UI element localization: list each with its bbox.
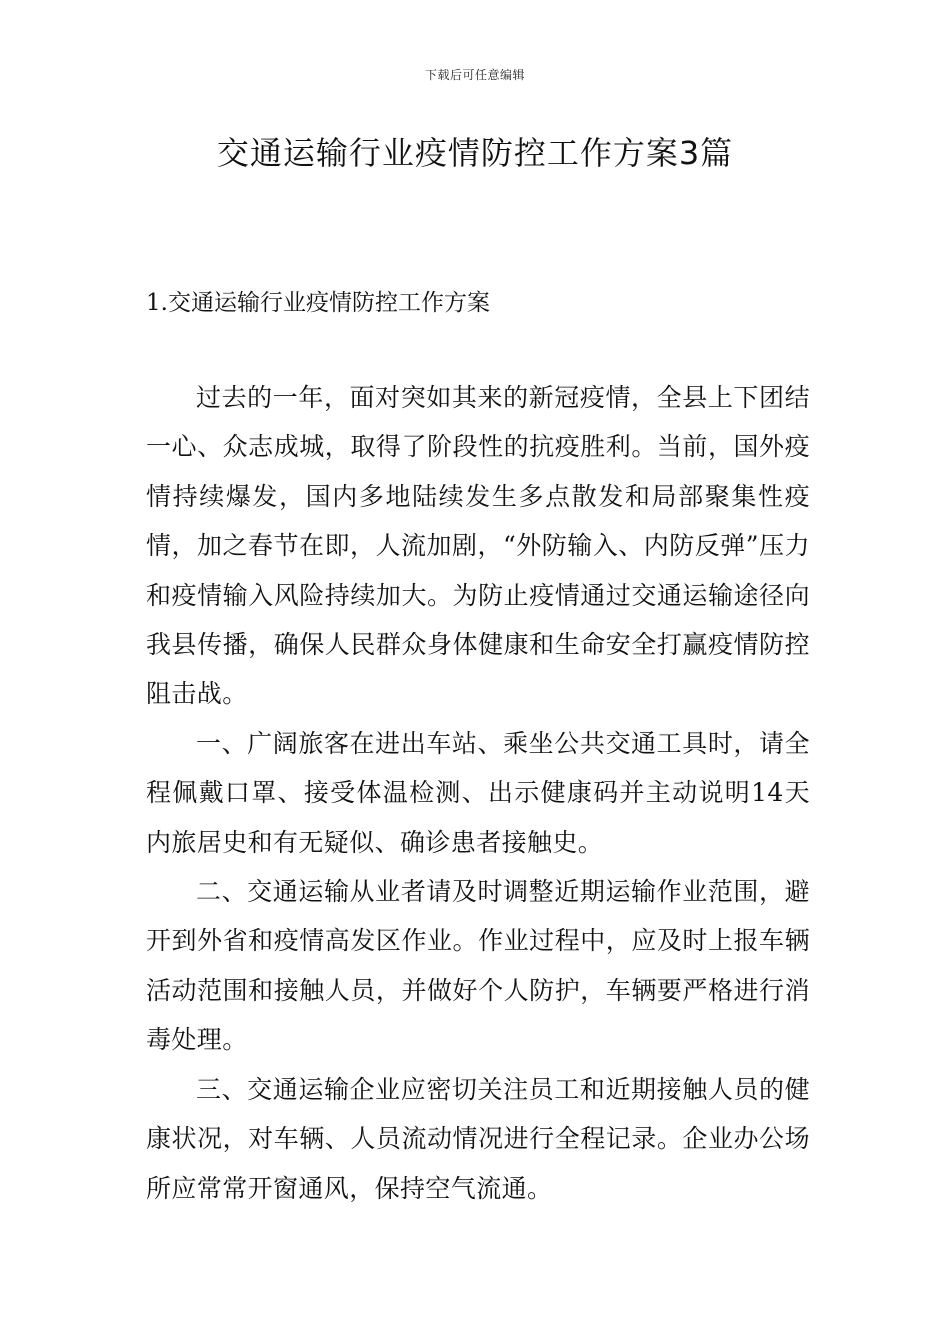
paragraph-item-2: 二、交通运输从业者请及时调整近期运输作业范围，避开到外省和疫情高发区作业。作业过程中，应及时上报车辆活动范围和接触人员，并做好个人防护，车辆要严格进行消毒处理。 xyxy=(146,877,810,1055)
paragraph-item-1: 一、广阔旅客在进出车站、乘坐公共交通工具时，请全程佩戴口罩、接受体温检测、出示健康码并主动说明14天内旅居史和有无疑似、确诊患者接触史。 xyxy=(146,728,810,857)
document-title: 交通运输行业疫情防控工作方案3篇 xyxy=(216,134,734,172)
section-heading: 1.交通运输行业疫情防控工作方案 xyxy=(146,290,490,316)
paragraph-item-3: 三、交通运输企业应密切关注员工和近期接触人员的健康状况，对车辆、人员流动情况进行全程记录。企业办公场所应常常开窗通风，保持空气流通。 xyxy=(146,1074,810,1203)
header-note: 下载后可任意编辑 xyxy=(424,68,525,82)
body-text xyxy=(146,373,810,1213)
paragraph-intro: 过去的一年，面对突如其来的新冠疫情，全县上下团结一心、众志成城，取得了阶段性的抗疫胜利。当前，国外疫情持续爆发，国内多地陆续发生多点散发和局部聚集性疫情，加之春节在即，人流加剧，“外防输入、内防反弹”压力和疫情输入风险持续加大。为防止疫情通过交通运输途径向我县传播，确保人民群众身体健康和生命安全打赢疫情防控阻击战。 xyxy=(146,383,810,709)
